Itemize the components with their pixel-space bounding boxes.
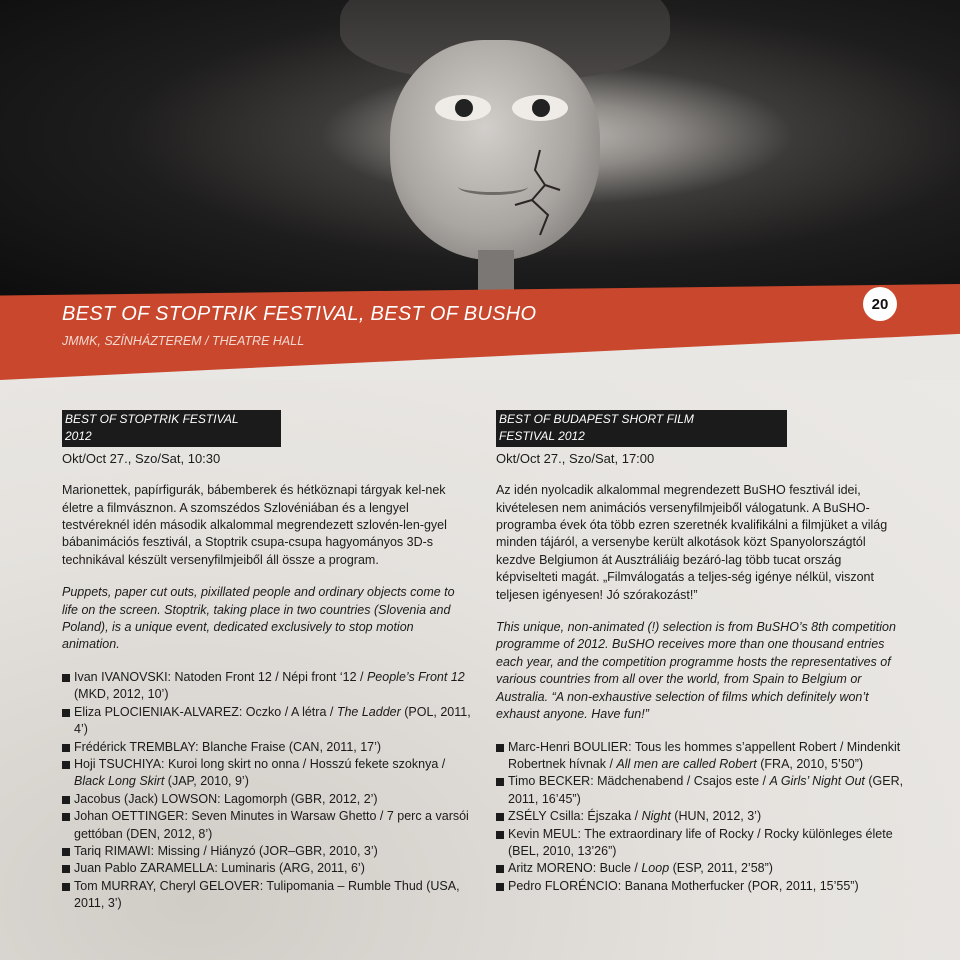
list-item: Johan OETTINGER: Seven Minutes in Warsaw Ghetto / 7 perc a varsói gettóban (DEN, 2012, 8’) [62,808,472,843]
list-item: Timo BECKER: Mädchenabend / Csajos este / A Girls’ Night Out (GER, 2011, 16’45”) [496,773,906,808]
list-item: Tariq RIMAWI: Missing / Hiányzó (JOR–GBR, 2010, 3’) [62,843,472,860]
screening-datetime: Okt/Oct 27., Szo/Sat, 17:00 [496,450,655,466]
list-item: Marc-Henri BOULIER: Tous les hommes s’appellent Robert / Mindenkit Robertnek hívnak / All men are called Robert (FRA, 2010, 5’50”) [496,739,906,774]
film-list [62,669,472,913]
list-item: Jacobus (Jack) LOWSON: Lagomorph (GBR, 2012, 2’) [62,791,472,808]
hero-photo [0,0,960,300]
list-item: Frédérick TREMBLAY: Blanche Fraise (CAN, 2011, 17’) [62,739,472,756]
description-hu: Marionettek, papírfigurák, bábemberek és hétköznapi tárgyak kel-nek életre a filmvásznon. A szomszédos Szlovéniában és a lengyel testvéreknél idén második alkalommal megrendezett szlovén-len-gyel bábanimációs fesztivál, a Stoptrik csupa-csupa hagyományos 3D-s technikával készült versenyfilmjeiből áll össze a program. [62,483,447,567]
list-item: Kevin MEUL: The extraordinary life of Rocky / Rocky különleges élete (BEL, 2010, 13’26”) [496,826,906,861]
list-item: Aritz MORENO: Bucle / Loop (ESP, 2011, 2’58”) [496,860,906,877]
screening-datetime: Okt/Oct 27., Szo/Sat, 10:30 [62,450,221,466]
title-banner [0,284,960,380]
right-column [496,410,906,895]
list-item: Hoji TSUCHIYA: Kuroi long skirt no onna / Hosszú fekete szoknya / Black Long Skirt (JAP, 2010, 9’) [62,756,472,791]
section-title-busho: BEST OF BUDAPEST SHORT FILM FESTIVAL 2012 [496,410,787,447]
description-hu: Az idén nyolcadik alkalommal megrendezett BuSHO fesztivál idei, kivételesen nem animációs versenyfilmjeiből válogatunk. A BuSHO-programba évek óta több ezren szeretnék kvalifikálni a filmjüket a világ minden tájáról, a versenybe került alkotások közt Spanyolországtól kezdve Belgiumon át Ausztráliáig bezáró-lag több tucat ország képviselteti magát. „Filmválogatás a teljes-ség igénye nélkül, viszont teljesen igényesen! Jó szórakozást!” [496,483,888,602]
list-item: Tom MURRAY, Cheryl GELOVER: Tulipomania – Rumble Thud (USA, 2011, 3’) [62,878,472,913]
venue-subtitle: JMMK, SZÍNHÁZTEREM / THEATRE HALL [62,334,305,348]
film-list [496,739,906,896]
left-column [62,410,472,913]
description-en: Puppets, paper cut outs, pixillated people and ordinary objects come to life on the screen. Stoptrik, taking place in two countries (Slovenia and Poland), is a unique event, dedicated exclusively to stop motion animation. [62,585,455,652]
list-item: Juan Pablo ZARAMELLA: Luminaris (ARG, 2011, 6’) [62,860,472,877]
page-number: 20 [863,287,897,321]
list-item: ZSÉLY Csilla: Éjszaka / Night (HUN, 2012, 3’) [496,808,906,825]
page-title: BEST OF STOPTRIK FESTIVAL, BEST OF BUSHO [62,303,537,325]
section-title-stoptrik: BEST OF STOPTRIK FESTIVAL 2012 [62,410,281,447]
list-item: Eliza PLOCIENIAK-ALVAREZ: Oczko / A létra / The Ladder (POL, 2011, 4’) [62,704,472,739]
face-crack [0,0,960,300]
list-item: Pedro FLORÉNCIO: Banana Motherfucker (POR, 2011, 15’55”) [496,878,906,895]
list-item: Ivan IVANOVSKI: Natoden Front 12 / Népi front ‘12 / People’s Front 12 (MKD, 2012, 10’) [62,669,472,704]
description-en: This unique, non-animated (!) selection is from BuSHO’s 8th competition programme of 2012. BuSHO receives more than one thousand entries each year, and the competition programme hosts the representatives of various countries from all over the world, from Spain to Belgium or Australia. “A non-exhaustive selection of films which definitely won’t exhaust anyone. Have fun!” [496,620,896,722]
